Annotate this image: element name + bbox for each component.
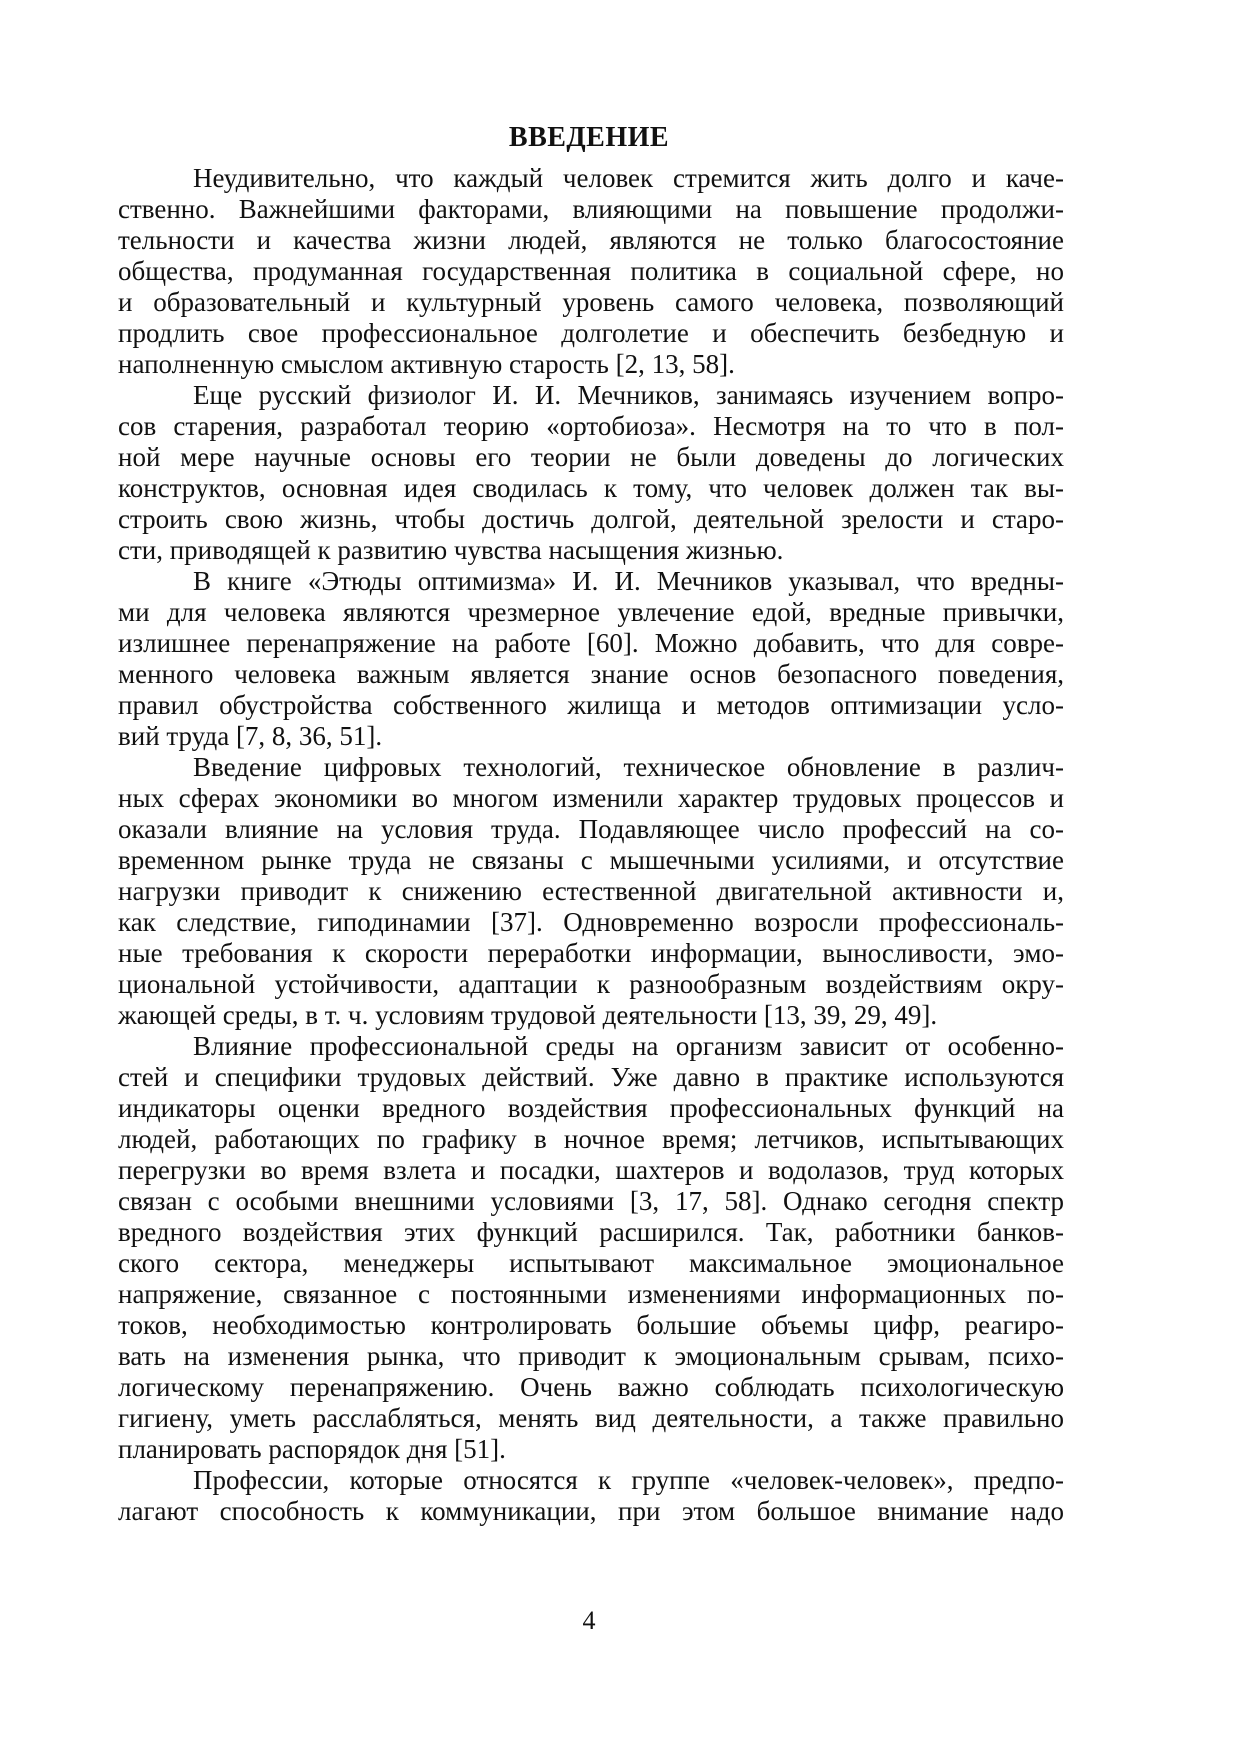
- paragraph-line: ных сферах экономики во многом изменили характер трудовых процессов и: [118, 783, 1064, 813]
- paragraph-line: вать на изменения рынка, что приводит к эмоциональным срывам, психо-: [118, 1341, 1064, 1371]
- paragraph-line: излишнее перенапряжение на работе [60]. Можно добавить, что для совре-: [118, 628, 1064, 658]
- page-number: 4: [582, 1606, 596, 1635]
- paragraph-line: стей и специфики трудовых действий. Уже давно в практике используются: [118, 1062, 1064, 1092]
- paragraph: [118, 752, 1064, 1031]
- paragraph-line: планировать распорядок дня [51].: [118, 1434, 506, 1464]
- paragraph-line: временном рынке труда не связаны с мышечными усилиями, и отсутствие: [118, 845, 1064, 875]
- paragraph-line: наполненную смыслом активную старость [2, 13, 58].: [118, 349, 735, 379]
- paragraph-line: общества, продуманная государственная политика в социальной сфере, но: [118, 256, 1064, 286]
- paragraph-line: оказали влияние на условия труда. Подавляющее число профессий на со-: [118, 814, 1064, 844]
- paragraph-line: тельности и качества жизни людей, являются не только благосостояние: [118, 225, 1064, 255]
- paragraph-line: Неудивительно, что каждый человек стремится жить долго и каче-: [193, 163, 1064, 193]
- paragraph-line: логическому перенапряжению. Очень важно соблюдать психологическую: [118, 1372, 1064, 1402]
- paragraph-line: индикаторы оценки вредного воздействия профессиональных функций на: [118, 1093, 1064, 1123]
- paragraph-line: гигиену, уметь расслабляться, менять вид деятельности, а также правильно: [118, 1403, 1064, 1433]
- paragraph: [118, 163, 1064, 380]
- paragraph-line: перегрузки во время взлета и посадки, шахтеров и водолазов, труд которых: [118, 1155, 1064, 1185]
- paragraph-line: как следствие, гиподинамии [37]. Одновременно возросли профессиональ-: [118, 907, 1064, 937]
- paragraph-line: сов старения, разработал теорию «ортобиоза». Несмотря на то что в пол-: [118, 411, 1064, 441]
- paragraph: [118, 380, 1064, 566]
- paragraph-line: ственно. Важнейшими факторами, влияющими на повышение продолжи-: [118, 194, 1064, 224]
- paragraph-line: ми для человека являются чрезмерное увлечение едой, вредные привычки,: [118, 597, 1064, 627]
- paragraph-line: лагают способность к коммуникации, при этом большое внимание надо: [118, 1496, 1064, 1526]
- paragraph: [118, 1465, 1064, 1527]
- paragraph: [118, 566, 1064, 752]
- paragraph-line: Влияние профессиональной среды на организм зависит от особенно-: [193, 1031, 1064, 1061]
- paragraph-line: ные требования к скорости переработки информации, выносливости, эмо-: [118, 938, 1064, 968]
- section-title: ВВЕДЕНИЕ: [508, 122, 670, 153]
- paragraph-line: В книге «Этюды оптимизма» И. И. Мечников указывал, что вредны-: [193, 566, 1064, 596]
- paragraph-line: вредного воздействия этих функций расширился. Так, работники банков-: [118, 1217, 1064, 1247]
- paragraph-line: ной мере научные основы его теории не были доведены до логических: [118, 442, 1064, 472]
- paragraph-line: ского сектора, менеджеры испытывают максимальное эмоциональное: [118, 1248, 1064, 1278]
- paragraph-line: связан с особыми внешними условиями [3, 17, 58]. Однако сегодня спектр: [118, 1186, 1064, 1216]
- body-text: [118, 163, 1064, 1527]
- paragraph-line: конструктов, основная идея сводилась к тому, что человек должен так вы-: [118, 473, 1064, 503]
- paragraph-line: Еще русский физиолог И. И. Мечников, занимаясь изучением вопро-: [193, 380, 1064, 410]
- paragraph-line: менного человека важным является знание основ безопасного поведения,: [118, 659, 1064, 689]
- paragraph: [118, 1031, 1064, 1465]
- paragraph-line: жающей среды, в т. ч. условиям трудовой деятельности [13, 39, 29, 49].: [118, 1000, 938, 1030]
- paragraph-line: Введение цифровых технологий, техническое обновление в различ-: [193, 752, 1064, 782]
- paragraph-line: строить свою жизнь, чтобы достичь долгой, деятельной зрелости и старо-: [118, 504, 1064, 534]
- paragraph-line: токов, необходимостью контролировать большие объемы цифр, реагиро-: [118, 1310, 1064, 1340]
- paragraph-line: нагрузки приводит к снижению естественной двигательной активности и,: [118, 876, 1064, 906]
- paragraph-line: вий труда [7, 8, 36, 51].: [118, 721, 383, 751]
- paragraph-line: циональной устойчивости, адаптации к разнообразным воздействиям окру-: [118, 969, 1064, 999]
- paragraph-line: и образовательный и культурный уровень самого человека, позволяющий: [118, 287, 1064, 317]
- paragraph-line: людей, работающих по графику в ночное время; летчиков, испытывающих: [118, 1124, 1064, 1154]
- paragraph-line: Профессии, которые относятся к группе «человек-человек», предпо-: [193, 1465, 1064, 1495]
- paragraph-line: сти, приводящей к развитию чувства насыщения жизнью.: [118, 535, 784, 565]
- paragraph-line: правил обустройства собственного жилища и методов оптимизации усло-: [118, 690, 1064, 720]
- paragraph-line: напряжение, связанное с постоянными изменениями информационных по-: [118, 1279, 1064, 1309]
- paragraph-line: продлить свое профессиональное долголетие и обеспечить безбедную и: [118, 318, 1064, 348]
